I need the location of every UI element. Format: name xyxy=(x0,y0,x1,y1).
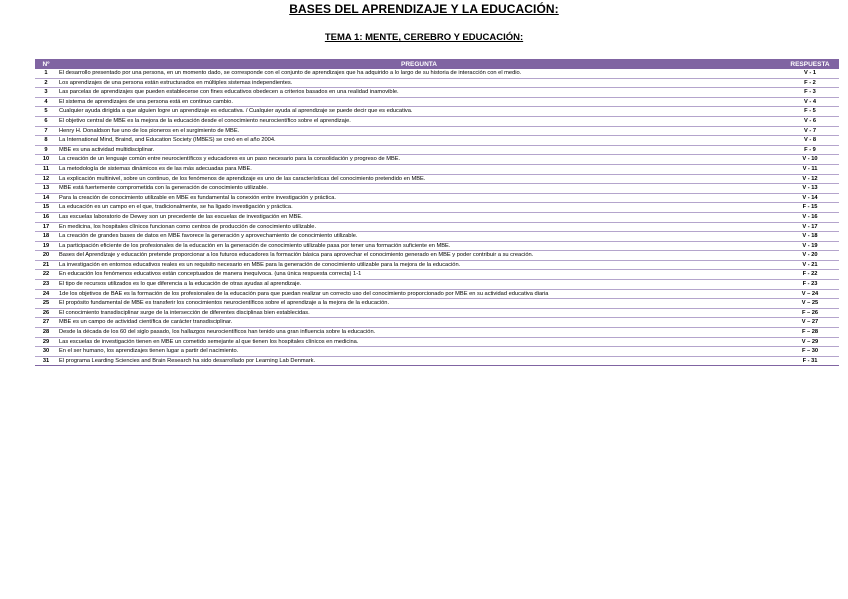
table-row xyxy=(35,88,839,98)
table-row xyxy=(35,251,839,261)
row-answer: V - 8 xyxy=(781,136,839,146)
row-answer: V - 14 xyxy=(781,193,839,203)
row-answer: V - 11 xyxy=(781,164,839,174)
row-question: Cualquier ayuda dirigida a que alguien logre un aprendizaje es educativa. / Cualquier ayuda al aprendizaje se puede decir que es educativa. xyxy=(57,107,781,117)
row-question: Bases del Aprendizaje y educación pretende proporcionar a los futuros educadores la formación básica para aprovechar el conocimiento generado en MBE y poder contribuir a su creación. xyxy=(57,251,781,261)
row-question: La participación eficiente de los profesionales de la educación en la generación de conocimiento utilizable pasa por tener una formación suficiente en MBE. xyxy=(57,241,781,251)
table-row xyxy=(35,136,839,146)
table-row xyxy=(35,116,839,126)
row-answer: V - 20 xyxy=(781,251,839,261)
row-number: 27 xyxy=(35,318,57,328)
table-row xyxy=(35,97,839,107)
row-question: Desde la década de los 60 del siglo pasado, los hallazgos neurocientíficos han tenido una gran influencia sobre la educación. xyxy=(57,328,781,338)
document-subtitle: TEMA 1: MENTE, CEREBRO Y EDUCACIÓN: xyxy=(324,32,524,43)
row-number: 30 xyxy=(35,347,57,357)
table-row xyxy=(35,328,839,338)
row-question: Las escuelas laboratorio de Dewey son un precedente de las escuelas de investigación en MBE. xyxy=(57,212,781,222)
header-question: PREGUNTA xyxy=(57,59,781,69)
table-row xyxy=(35,193,839,203)
row-answer: V - 21 xyxy=(781,260,839,270)
row-question: El sistema de aprendizajes de una persona está en continuo cambio. xyxy=(57,97,781,107)
table-row xyxy=(35,174,839,184)
row-number: 15 xyxy=(35,203,57,213)
row-answer: F - 22 xyxy=(781,270,839,280)
row-number: 29 xyxy=(35,337,57,347)
row-answer: F - 3 xyxy=(781,88,839,98)
row-number: 20 xyxy=(35,251,57,261)
row-number: 9 xyxy=(35,145,57,155)
row-question: El tipo de recursos utilizados es lo que diferencia a la educación de otras ayudas al aprendizaje. xyxy=(57,280,781,290)
row-answer: V – 24 xyxy=(781,289,839,299)
row-question: El objetivo central de MBE es la mejora de la educación desde el conocimiento neurocientífico sobre el aprendizaje. xyxy=(57,116,781,126)
table-row xyxy=(35,260,839,270)
row-answer: V - 19 xyxy=(781,241,839,251)
table-row xyxy=(35,270,839,280)
row-number: 21 xyxy=(35,260,57,270)
row-number: 10 xyxy=(35,155,57,165)
row-answer: V - 17 xyxy=(781,222,839,232)
table-row xyxy=(35,347,839,357)
row-number: 23 xyxy=(35,280,57,290)
row-number: 8 xyxy=(35,136,57,146)
table-header-row xyxy=(35,59,839,69)
row-question: Para la creación de conocimiento utilizable en MBE es fundamental la conexión entre investigación y práctica. xyxy=(57,193,781,203)
row-number: 2 xyxy=(35,78,57,88)
row-question: MBE está fuertemente comprometida con la generación de conocimiento utilizable. xyxy=(57,184,781,194)
row-answer: F – 30 xyxy=(781,347,839,357)
header-number: Nº xyxy=(35,59,57,69)
row-question: El desarrollo presentado por una persona, en un momento dado, se corresponde con el conjunto de aprendizajes que ha adquirido a lo largo de su historia de interacción con el medio. xyxy=(57,69,781,78)
row-question: La metodología de sistemas dinámicos es de las más adecuadas para MBE. xyxy=(57,164,781,174)
table-row xyxy=(35,299,839,309)
row-number: 26 xyxy=(35,308,57,318)
questions-table xyxy=(35,59,839,366)
row-question: La International Mind, Braind, and Education Society (IMBES) se creó en el año 2004. xyxy=(57,136,781,146)
row-question: La investigación en entornos educativos reales es un requisito necesario en MBE para la generación de conocimiento utilizable para la mejora de la educación. xyxy=(57,260,781,270)
header-answer: RESPUESTA xyxy=(781,59,839,69)
row-number: 12 xyxy=(35,174,57,184)
table-row xyxy=(35,280,839,290)
row-question: El propósito fundamental de MBE es transferir los conocimientos neurocientíficos sobre el aprendizaje a la mejora de la educación. xyxy=(57,299,781,309)
row-question: Las escuelas de investigación tienen en MBE un cometido semejante al que tienen los hospitales clínicos en medicina. xyxy=(57,337,781,347)
row-number: 17 xyxy=(35,222,57,232)
row-answer: F - 15 xyxy=(781,203,839,213)
row-answer: F – 26 xyxy=(781,308,839,318)
row-number: 7 xyxy=(35,126,57,136)
row-question: Las parcelas de aprendizajes que pueden establecerse con fines educativos obedecen a criterios basados en una realidad inamovible. xyxy=(57,88,781,98)
row-question: La creación de un lenguaje común entre neurocientíficos y educadores es un paso necesario para la consolidación y progreso de MBE. xyxy=(57,155,781,165)
row-answer: F - 2 xyxy=(781,78,839,88)
row-answer: V - 7 xyxy=(781,126,839,136)
row-question: 1de los objetivos de BAE es la formación de los profesionales de la educación para que puedan realizar un correcto uso del conocimiento proporcionado por MBE en su actividad educativa diaria xyxy=(57,289,781,299)
table-row xyxy=(35,145,839,155)
table-row xyxy=(35,222,839,232)
row-answer: F - 23 xyxy=(781,280,839,290)
row-number: 31 xyxy=(35,356,57,366)
row-question: El conocimiento transdisciplinar surge de la intersección de diferentes disciplinas bien establecidas. xyxy=(57,308,781,318)
row-number: 16 xyxy=(35,212,57,222)
document-title: BASES DEL APRENDIZAJE Y LA EDUCACIÓN: xyxy=(289,2,559,16)
row-question: En el ser humano, los aprendizajes tienen lugar a partir del nacimiento. xyxy=(57,347,781,357)
row-answer: V - 4 xyxy=(781,97,839,107)
row-answer: F - 5 xyxy=(781,107,839,117)
table-row xyxy=(35,184,839,194)
row-number: 14 xyxy=(35,193,57,203)
table-row xyxy=(35,212,839,222)
table-row xyxy=(35,337,839,347)
table-row xyxy=(35,356,839,366)
row-answer: V - 18 xyxy=(781,232,839,242)
row-number: 1 xyxy=(35,69,57,78)
row-question: En medicina, los hospitales clínicos funcionan como centros de producción de conocimiento utilizable. xyxy=(57,222,781,232)
row-number: 3 xyxy=(35,88,57,98)
table-row xyxy=(35,318,839,328)
table-row xyxy=(35,232,839,242)
row-answer: V - 1 xyxy=(781,69,839,78)
row-question: La educación es un campo en el que, tradicionalmente, se ha ligado investigación y práctica. xyxy=(57,203,781,213)
table-row xyxy=(35,78,839,88)
row-number: 28 xyxy=(35,328,57,338)
table-row xyxy=(35,164,839,174)
row-number: 4 xyxy=(35,97,57,107)
row-number: 5 xyxy=(35,107,57,117)
row-question: La creación de grandes bases de datos en MBE favorece la generación y aprovechamiento de conocimiento utilizable. xyxy=(57,232,781,242)
row-number: 24 xyxy=(35,289,57,299)
table-row xyxy=(35,203,839,213)
row-answer: F - 31 xyxy=(781,356,839,366)
row-answer: V – 25 xyxy=(781,299,839,309)
row-number: 19 xyxy=(35,241,57,251)
table-row xyxy=(35,126,839,136)
table-row xyxy=(35,155,839,165)
row-question: En educación los fenómenos educativos están conceptuados de manera inequívoca. (una única respuesta correcta) 1-1 xyxy=(57,270,781,280)
row-number: 18 xyxy=(35,232,57,242)
row-answer: F – 28 xyxy=(781,328,839,338)
row-answer: V - 6 xyxy=(781,116,839,126)
row-number: 11 xyxy=(35,164,57,174)
row-answer: V - 13 xyxy=(781,184,839,194)
row-number: 13 xyxy=(35,184,57,194)
row-question: MBE es una actividad multidisciplinar. xyxy=(57,145,781,155)
row-question: MBE es un campo de actividad científica de carácter transdisciplinar. xyxy=(57,318,781,328)
table-row xyxy=(35,69,839,78)
row-number: 22 xyxy=(35,270,57,280)
row-answer: V - 12 xyxy=(781,174,839,184)
row-answer: V – 29 xyxy=(781,337,839,347)
row-question: Los aprendizajes de una persona están estructurados en múltiples sistemas independientes. xyxy=(57,78,781,88)
row-answer: V – 27 xyxy=(781,318,839,328)
row-question: Henry H. Donaldson fue uno de los pioneros en el surgimiento de MBE. xyxy=(57,126,781,136)
row-question: El programa Learding Sciencies and Brain Research ha sido desarrollado por Learning Lab Denmark. xyxy=(57,356,781,366)
row-answer: V - 16 xyxy=(781,212,839,222)
table-row xyxy=(35,308,839,318)
row-question: La explicación multinivel, sobre un continuo, de los fenómenos de aprendizaje es uno de las características del conocimiento pretendido en MBE. xyxy=(57,174,781,184)
row-number: 25 xyxy=(35,299,57,309)
table-row xyxy=(35,289,839,299)
row-number: 6 xyxy=(35,116,57,126)
table-row xyxy=(35,107,839,117)
table-body xyxy=(35,69,839,366)
table-row xyxy=(35,241,839,251)
row-answer: V - 10 xyxy=(781,155,839,165)
row-answer: F - 9 xyxy=(781,145,839,155)
